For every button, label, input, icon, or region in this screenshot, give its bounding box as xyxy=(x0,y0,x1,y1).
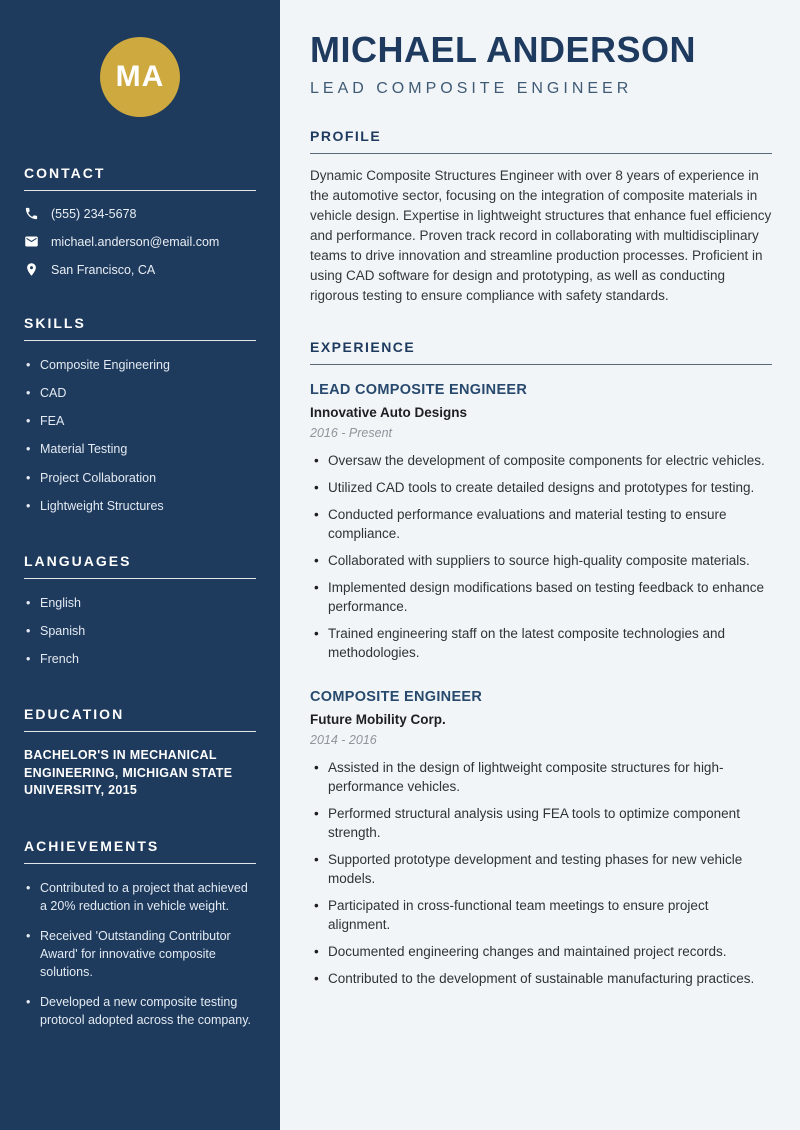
skills-list xyxy=(24,356,256,515)
job-company: Future Mobility Corp. xyxy=(310,711,446,727)
location-icon xyxy=(24,262,39,277)
job-company: Innovative Auto Designs xyxy=(310,404,468,420)
skill-item: • Composite Engineering xyxy=(24,356,256,374)
skill-item: • Project Collaboration xyxy=(24,469,256,487)
job-bullets-list xyxy=(310,758,772,988)
person-name: MICHAEL ANDERSON xyxy=(310,29,697,70)
job-bullet: • Performed structural analysis using FEA tools to optimize component strength. xyxy=(310,804,772,842)
achievements-heading: ACHIEVEMENTS xyxy=(24,838,256,864)
contact-location-value: San Francisco, CA xyxy=(51,262,156,277)
avatar xyxy=(100,37,180,117)
person-job-title: LEAD COMPOSITE ENGINEER xyxy=(310,79,633,97)
job-bullet: • Contributed to the development of sustainable manufacturing practices. xyxy=(310,969,772,988)
contact-phone-value: (555) 234-5678 xyxy=(51,206,137,221)
job-dates: 2016 - Present xyxy=(310,425,392,440)
contact-section xyxy=(24,165,256,277)
job-entry-1 xyxy=(310,382,772,662)
contact-email-value: michael.anderson@email.com xyxy=(51,234,220,249)
skills-section xyxy=(24,315,256,515)
achievement-item: • Developed a new composite testing protocol adopted across the company. xyxy=(24,993,256,1029)
sidebar xyxy=(0,0,280,1130)
job-bullet: • Oversaw the development of composite components for electric vehicles. xyxy=(310,451,772,470)
job-bullet: • Utilized CAD tools to create detailed designs and prototypes for testing. xyxy=(310,478,772,497)
job-bullet: • Supported prototype development and testing phases for new vehicle models. xyxy=(310,850,772,888)
avatar-initials: MA xyxy=(115,60,165,93)
job-bullet: • Participated in cross-functional team meetings to ensure project alignment. xyxy=(310,896,772,934)
job-bullet: • Implemented design modifications based on testing feedback to enhance performance. xyxy=(310,578,772,616)
skills-heading: SKILLS xyxy=(24,315,256,341)
profile-section xyxy=(310,128,772,306)
achievement-item: • Received 'Outstanding Contributor Award' for innovative composite solutions. xyxy=(24,927,256,981)
experience-section xyxy=(310,339,772,988)
phone-icon xyxy=(24,206,39,221)
job-bullet: • Assisted in the design of lightweight composite structures for high-performance vehicles. xyxy=(310,758,772,796)
skill-item: • FEA xyxy=(24,412,256,430)
language-item: • French xyxy=(24,650,256,668)
achievements-list xyxy=(24,879,256,1030)
job-bullet: • Conducted performance evaluations and material testing to ensure compliance. xyxy=(310,505,772,543)
contact-email-row xyxy=(24,234,256,249)
education-degree: BACHELOR'S IN MECHANICAL ENGINEERING, MICHIGAN STATE UNIVERSITY, 2015 xyxy=(24,748,233,798)
skill-item: • Material Testing xyxy=(24,440,256,458)
skill-item: • CAD xyxy=(24,384,256,402)
languages-list xyxy=(24,594,256,668)
languages-section xyxy=(24,553,256,668)
achievement-item: • Contributed to a project that achieved a 20% reduction in vehicle weight. xyxy=(24,879,256,915)
contact-heading: CONTACT xyxy=(24,165,256,191)
languages-heading: LANGUAGES xyxy=(24,553,256,579)
language-item: • Spanish xyxy=(24,622,256,640)
contact-phone-row xyxy=(24,206,256,221)
job-bullet: • Documented engineering changes and maintained project records. xyxy=(310,942,772,961)
education-section xyxy=(24,706,256,800)
experience-heading: EXPERIENCE xyxy=(310,339,772,365)
job-bullet: • Collaborated with suppliers to source high-quality composite materials. xyxy=(310,551,772,570)
achievements-section xyxy=(24,838,256,1030)
job-title: LEAD COMPOSITE ENGINEER xyxy=(310,381,528,398)
skill-item: • Lightweight Structures xyxy=(24,497,256,515)
contact-location-row xyxy=(24,262,256,277)
profile-text: Dynamic Composite Structures Engineer with over 8 years of experience in the automotive sector, focusing on the integration of composite materials in vehicle design. Expertise in lightweight structures that enhance fuel efficiency and performance. Proven track record in collaborating with multidisciplinary teams to drive innovation and streamline production processes. Proficient in using CAD software for design and prototyping, as well as conducting rigorous testing to ensure compliance with safety standards. xyxy=(310,167,772,303)
email-icon xyxy=(24,234,39,249)
job-bullets-list xyxy=(310,451,772,662)
education-heading: EDUCATION xyxy=(24,706,256,732)
language-item: • English xyxy=(24,594,256,612)
job-dates: 2014 - 2016 xyxy=(310,732,377,747)
job-entry-2 xyxy=(310,689,772,988)
main-content xyxy=(280,0,800,1130)
job-bullet: • Trained engineering staff on the latest composite technologies and methodologies. xyxy=(310,624,772,662)
job-title: COMPOSITE ENGINEER xyxy=(310,688,483,705)
profile-heading: PROFILE xyxy=(310,128,772,154)
